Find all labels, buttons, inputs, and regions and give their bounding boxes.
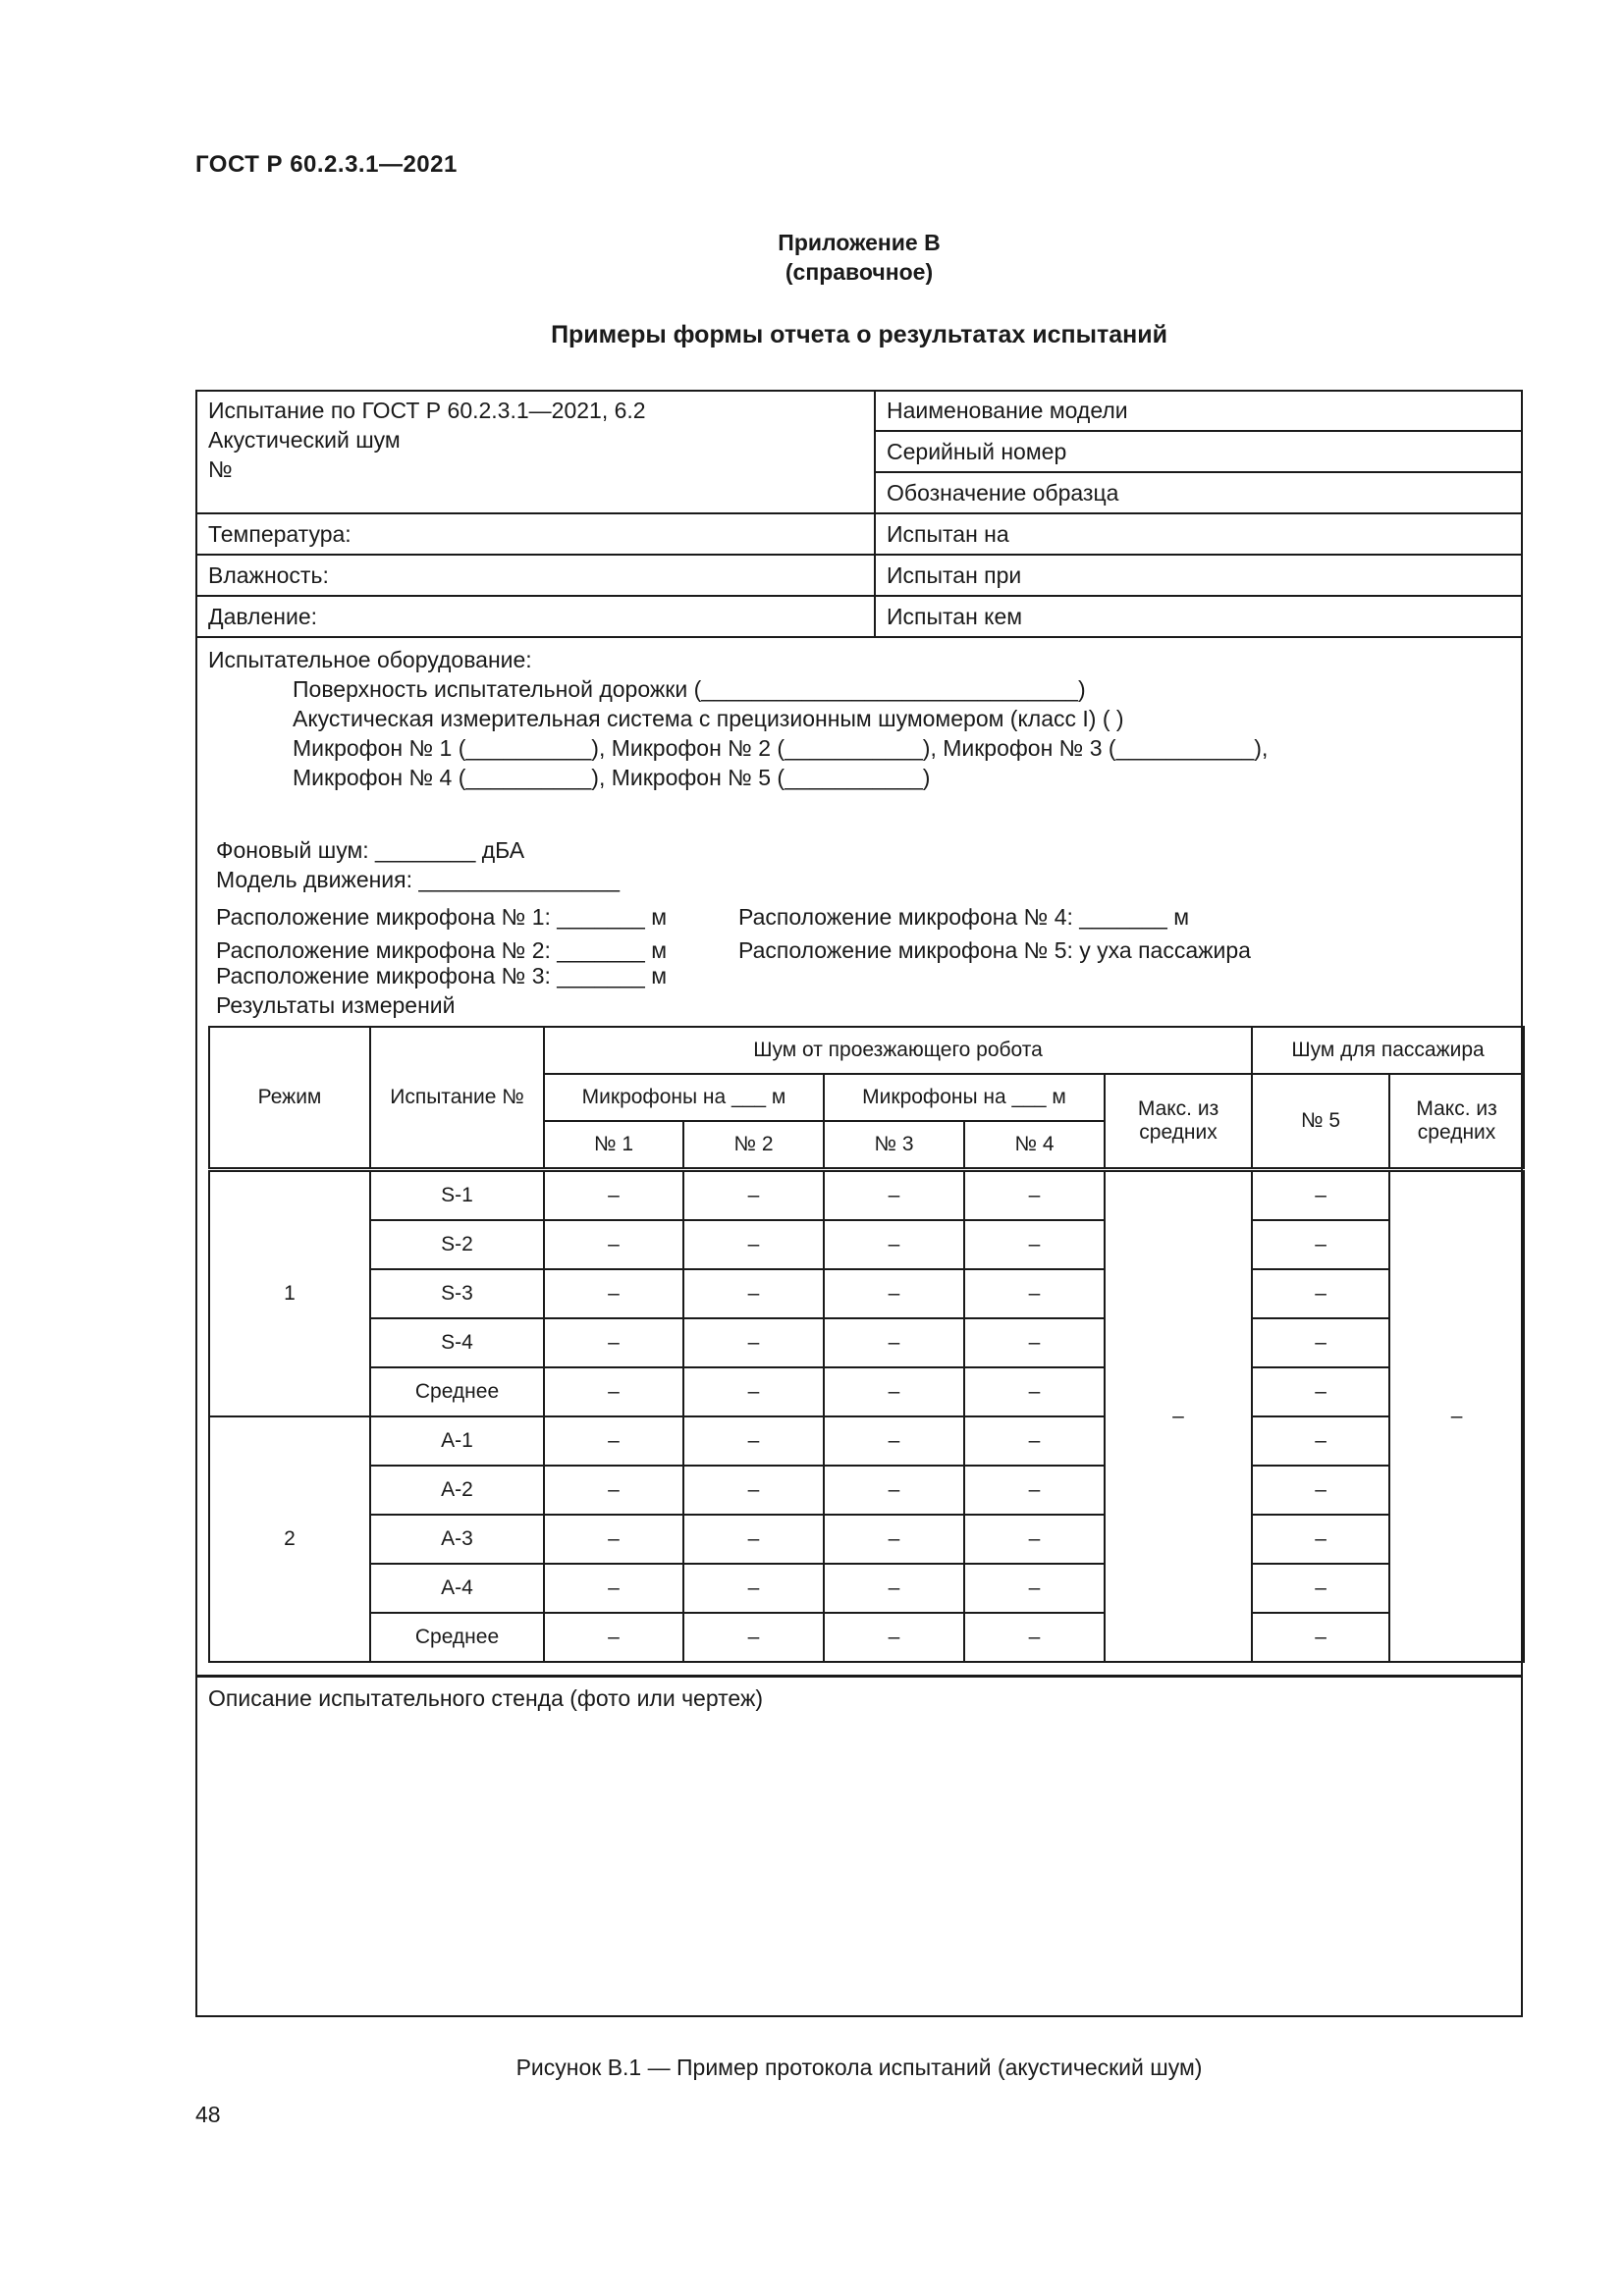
max-avg-passenger-cell: – <box>1389 1170 1524 1663</box>
mic2-position: Расположение микрофона № 2: _______ м <box>216 937 668 963</box>
value-cell: – <box>544 1220 683 1269</box>
value-cell: – <box>1252 1170 1389 1221</box>
test-cell: A-2 <box>370 1466 544 1515</box>
value-cell: – <box>824 1170 964 1221</box>
value-cell: – <box>544 1564 683 1613</box>
form-divider <box>195 554 1523 556</box>
value-cell: – <box>1252 1466 1389 1515</box>
model-name-label: Наименование модели <box>887 398 1128 423</box>
value-cell: – <box>683 1515 824 1564</box>
tested-at-label: Испытан при <box>887 562 1022 588</box>
table-row <box>209 1170 1524 1221</box>
table-row <box>209 1367 1524 1416</box>
standard-code: ГОСТ Р 60.2.3.1—2021 <box>195 151 458 178</box>
value-cell: – <box>544 1416 683 1466</box>
equipment-label: Испытательное оборудование: <box>208 647 532 672</box>
value-cell: – <box>824 1416 964 1466</box>
value-cell: – <box>824 1515 964 1564</box>
mic4-position: Расположение микрофона № 4: _______ м <box>738 904 1190 930</box>
value-cell: – <box>1252 1367 1389 1416</box>
tested-on-label: Испытан на <box>887 521 1009 547</box>
value-cell: – <box>964 1367 1105 1416</box>
serial-number-label: Серийный номер <box>887 439 1067 464</box>
value-cell: – <box>1252 1269 1389 1318</box>
value-cell: – <box>544 1515 683 1564</box>
value-cell: – <box>964 1515 1105 1564</box>
value-cell: – <box>824 1613 964 1662</box>
value-cell: – <box>683 1318 824 1367</box>
value-cell: – <box>1252 1318 1389 1367</box>
table-row <box>209 1466 1524 1515</box>
value-cell: – <box>824 1367 964 1416</box>
test-cell: A-4 <box>370 1564 544 1613</box>
header-mode: Режим <box>209 1027 370 1170</box>
header-passing-noise: Шум от проезжающего робота <box>544 1027 1252 1074</box>
table-row <box>209 1564 1524 1613</box>
value-cell: – <box>683 1170 824 1221</box>
value-cell: – <box>964 1466 1105 1515</box>
value-cell: – <box>824 1269 964 1318</box>
value-cell: – <box>544 1367 683 1416</box>
value-cell: – <box>544 1318 683 1367</box>
pressure-label: Давление: <box>208 604 318 629</box>
header-test-no: Испытание № <box>370 1027 544 1170</box>
form-divider <box>874 471 1523 473</box>
value-cell: – <box>544 1466 683 1515</box>
value-cell: – <box>683 1269 824 1318</box>
background-noise-label: Фоновый шум: ________ дБА <box>216 837 525 863</box>
header-mic5: № 5 <box>1252 1074 1389 1170</box>
table-row <box>209 1269 1524 1318</box>
results-label: Результаты измерений <box>216 992 456 1018</box>
value-cell: – <box>964 1269 1105 1318</box>
sample-designation-label: Обозначение образца <box>887 480 1119 506</box>
equipment-line: Поверхность испытательной дорожки (______________________________) <box>293 676 1086 702</box>
stand-description-label: Описание испытательного стенда (фото или чертеж) <box>208 1685 763 1711</box>
header-max-avg: Макс. из средних <box>1105 1074 1252 1170</box>
page-title: Примеры формы отчета о результатах испытаний <box>551 321 1167 348</box>
header-passenger-noise: Шум для пассажира <box>1252 1027 1524 1074</box>
test-type: Акустический шум <box>208 427 401 453</box>
appendix-title: Приложение В <box>778 230 941 255</box>
mode-cell: 2 <box>209 1416 370 1662</box>
results-table <box>208 1026 1525 1663</box>
value-cell: – <box>824 1318 964 1367</box>
value-cell: – <box>683 1613 824 1662</box>
header-mic3: № 3 <box>824 1121 964 1170</box>
table-row <box>209 1416 1524 1466</box>
value-cell: – <box>964 1416 1105 1466</box>
header-mic4: № 4 <box>964 1121 1105 1170</box>
value-cell: – <box>964 1170 1105 1221</box>
header-mics-group-1: Микрофоны на ___ м <box>544 1074 824 1121</box>
table-row <box>209 1515 1524 1564</box>
header-max-avg-passenger: Макс. из средних <box>1389 1074 1524 1170</box>
value-cell: – <box>824 1220 964 1269</box>
value-cell: – <box>683 1564 824 1613</box>
value-cell: – <box>544 1269 683 1318</box>
figure-caption: Рисунок В.1 — Пример протокола испытаний (акустический шум) <box>515 2055 1203 2080</box>
value-cell: – <box>964 1564 1105 1613</box>
form-divider <box>195 512 1523 514</box>
header-mic2: № 2 <box>683 1121 824 1170</box>
form-divider <box>874 430 1523 432</box>
value-cell: – <box>824 1564 964 1613</box>
form-divider <box>195 595 1523 597</box>
tested-by-label: Испытан кем <box>887 604 1023 629</box>
value-cell: – <box>964 1613 1105 1662</box>
equipment-line: Акустическая измерительная система с прецизионным шумомером (класс I) ( ) <box>293 706 1124 731</box>
value-cell: – <box>544 1170 683 1221</box>
humidity-label: Влажность: <box>208 562 329 588</box>
test-cell: S-1 <box>370 1170 544 1221</box>
value-cell: – <box>1252 1613 1389 1662</box>
test-cell: S-2 <box>370 1220 544 1269</box>
test-number-label: № <box>208 456 233 482</box>
mic5-position: Расположение микрофона № 5: у уха пассажира <box>738 937 1251 963</box>
value-cell: – <box>544 1613 683 1662</box>
test-cell: A-3 <box>370 1515 544 1564</box>
value-cell: – <box>964 1220 1105 1269</box>
value-cell: – <box>1252 1220 1389 1269</box>
table-row <box>209 1613 1524 1662</box>
value-cell: – <box>964 1318 1105 1367</box>
value-cell: – <box>1252 1515 1389 1564</box>
header-mics-group-2: Микрофоны на ___ м <box>824 1074 1105 1121</box>
motion-model-label: Модель движения: ________________ <box>216 867 621 892</box>
test-cell: Среднее <box>370 1367 544 1416</box>
mic1-position: Расположение микрофона № 1: _______ м <box>216 904 668 930</box>
appendix-heading <box>0 228 1624 287</box>
equipment-line: Микрофон № 4 (__________), Микрофон № 5 (___________) <box>293 765 931 790</box>
value-cell: – <box>683 1466 824 1515</box>
form-divider <box>195 636 1523 638</box>
value-cell: – <box>1252 1564 1389 1613</box>
table-row <box>209 1318 1524 1367</box>
value-cell: – <box>683 1367 824 1416</box>
value-cell: – <box>683 1416 824 1466</box>
max-avg-cell: – <box>1105 1170 1252 1663</box>
form-divider <box>195 1675 1523 1678</box>
value-cell: – <box>683 1220 824 1269</box>
mic3-position: Расположение микрофона № 3: _______ м <box>216 963 668 988</box>
test-reference: Испытание по ГОСТ Р 60.2.3.1—2021, 6.2 <box>208 398 646 423</box>
test-cell: S-4 <box>370 1318 544 1367</box>
temperature-label: Температура: <box>208 521 352 547</box>
mode-cell: 1 <box>209 1170 370 1417</box>
page-number: 48 <box>195 2102 221 2127</box>
equipment-line: Микрофон № 1 (__________), Микрофон № 2 (___________), Микрофон № 3 (___________), <box>293 735 1269 761</box>
test-cell: A-1 <box>370 1416 544 1466</box>
value-cell: – <box>824 1466 964 1515</box>
table-row <box>209 1220 1524 1269</box>
test-cell: S-3 <box>370 1269 544 1318</box>
test-cell: Среднее <box>370 1613 544 1662</box>
value-cell: – <box>1252 1416 1389 1466</box>
header-mic1: № 1 <box>544 1121 683 1170</box>
appendix-subtitle: (справочное) <box>785 259 934 285</box>
